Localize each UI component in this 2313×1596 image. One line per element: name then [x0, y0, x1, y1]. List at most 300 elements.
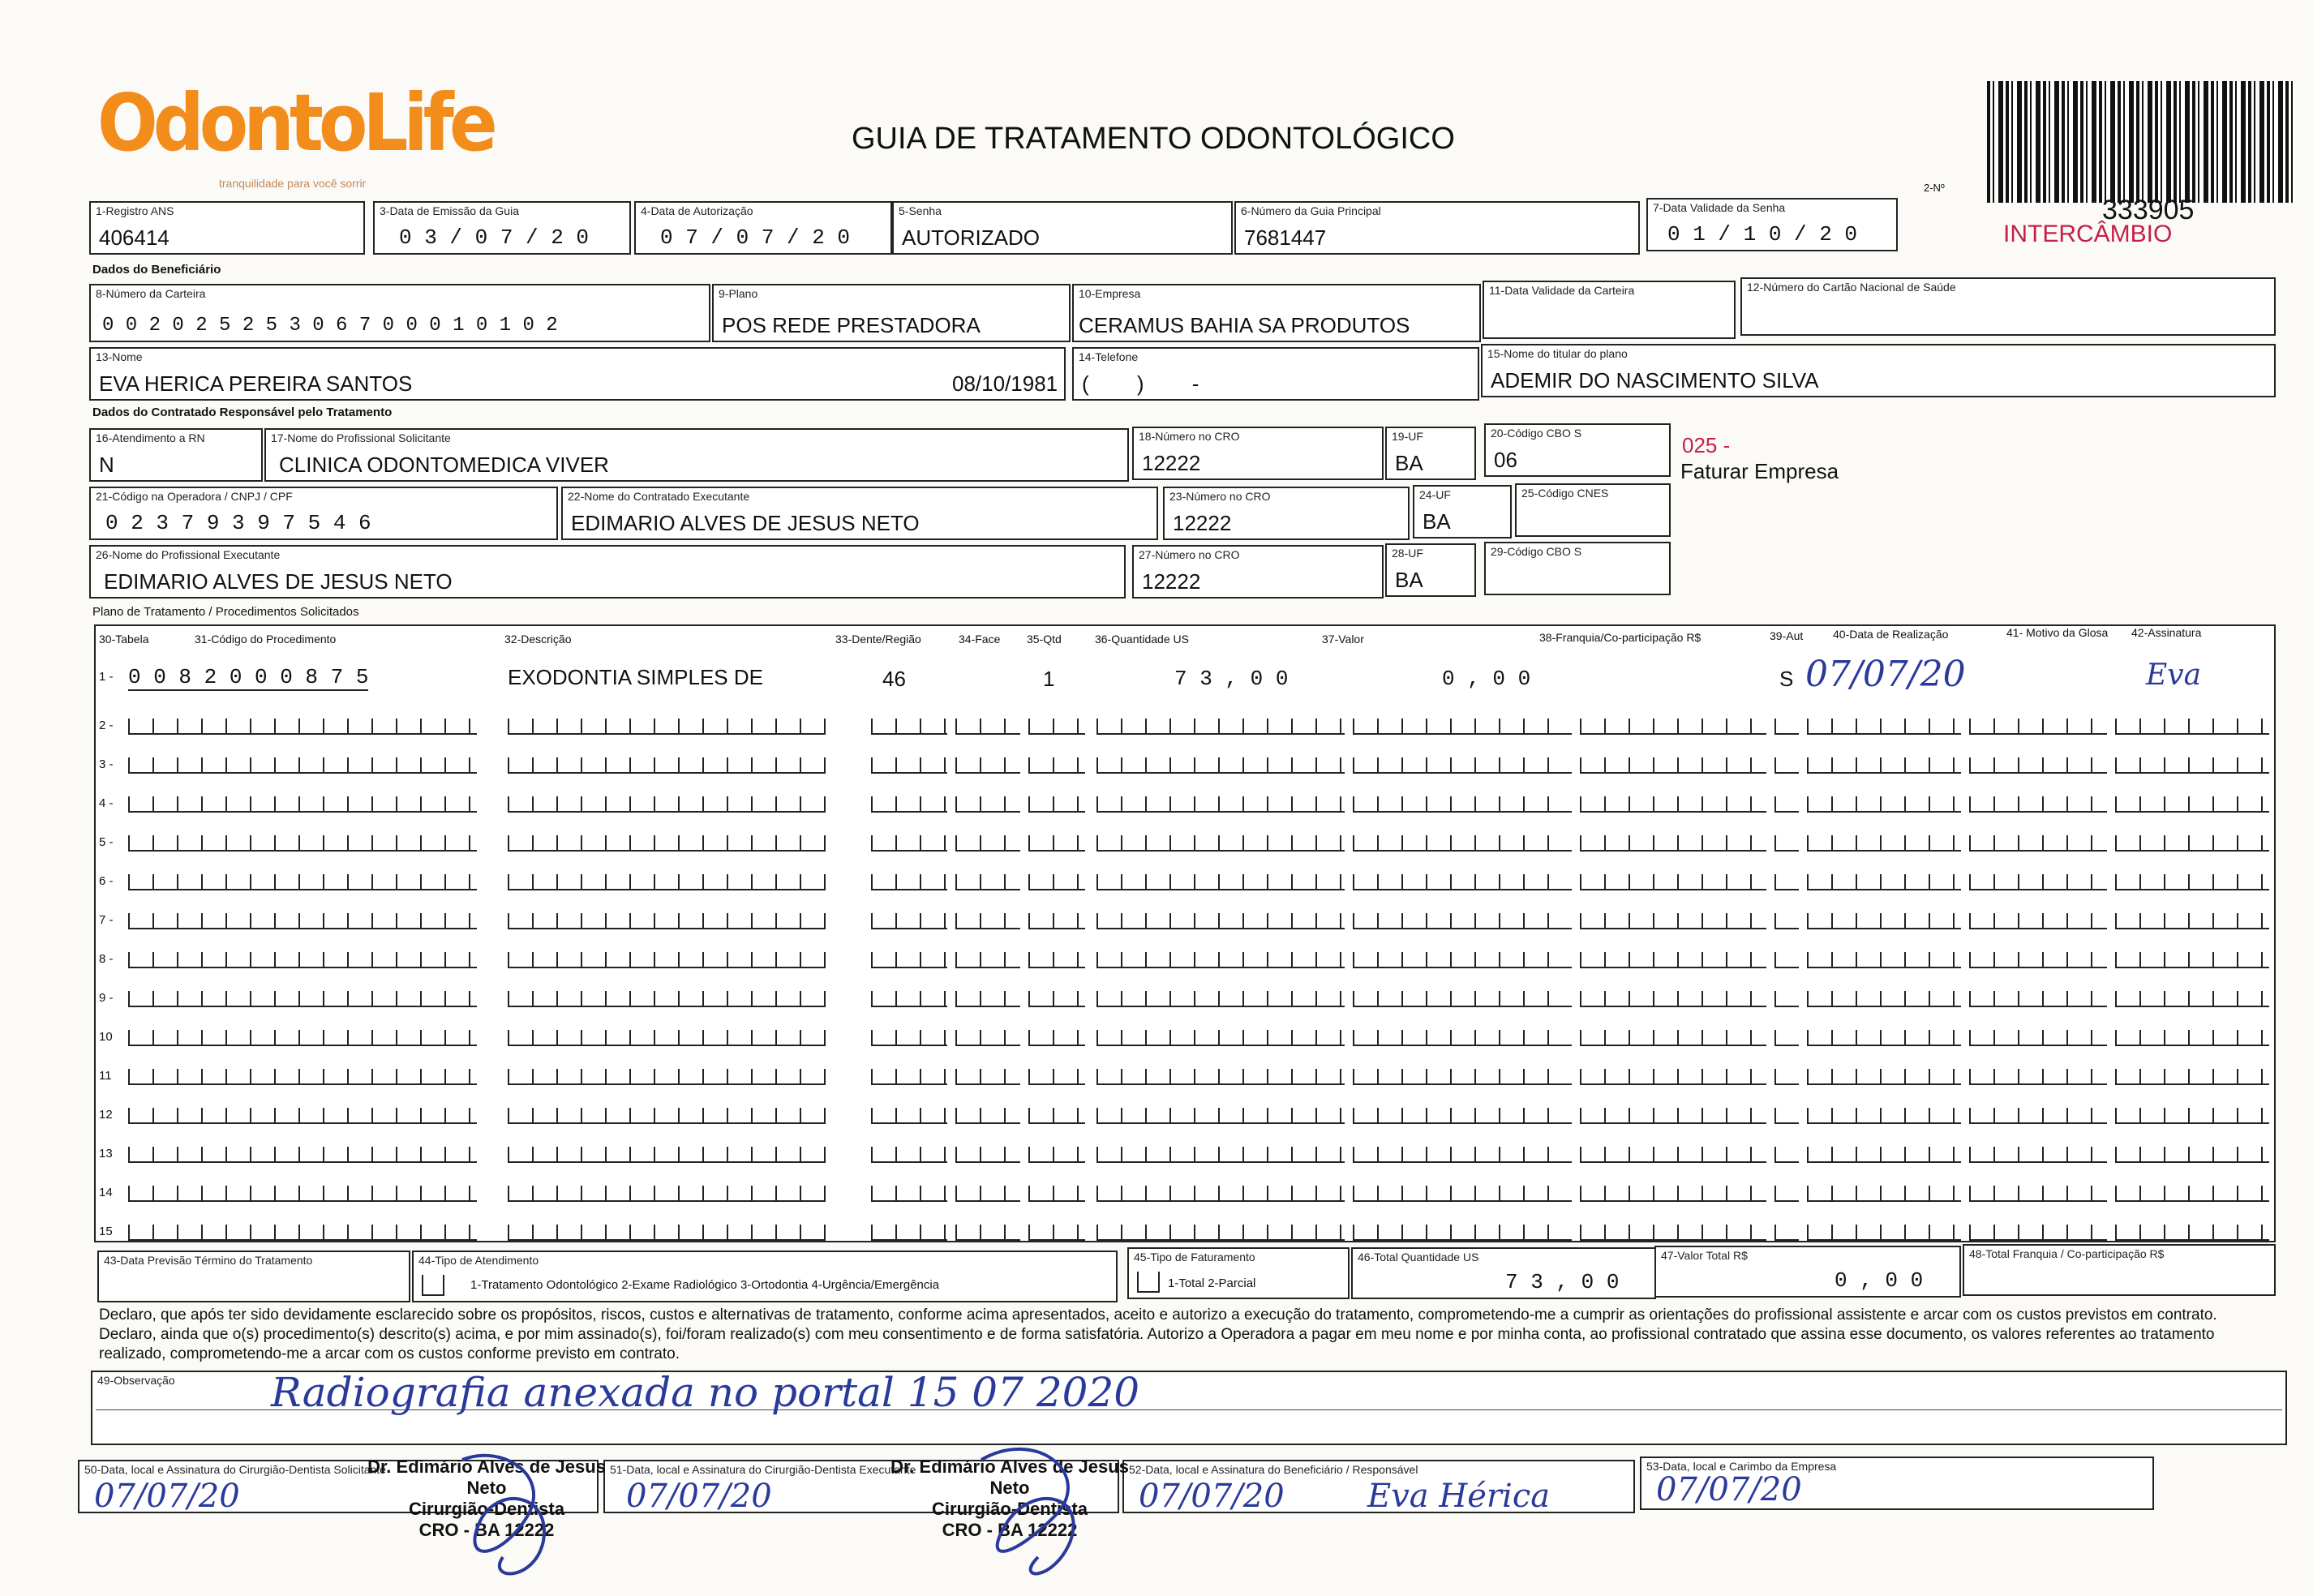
field-value: 0 , 0 0: [1835, 1268, 1924, 1293]
row-cell[interactable]: [1807, 1147, 1961, 1163]
row-cell[interactable]: [2115, 1069, 2269, 1085]
row-cell[interactable]: [1096, 913, 1345, 929]
row-cell[interactable]: [508, 1225, 826, 1241]
row-cell[interactable]: [1028, 1030, 1085, 1046]
row-cell[interactable]: [1580, 835, 1766, 852]
section-contratado: Dados do Contratado Responsável pelo Tratamento: [92, 405, 393, 419]
row-cell[interactable]: [871, 1108, 947, 1124]
row-cell[interactable]: [2115, 1147, 2269, 1163]
row-cell[interactable]: [508, 874, 826, 890]
row-cell[interactable]: [1028, 1186, 1085, 1202]
field-empresa: [1072, 284, 1481, 342]
row-cell[interactable]: [1353, 796, 1572, 813]
row-cell[interactable]: [871, 1069, 947, 1085]
tipo-atendimento-checkbox[interactable]: [422, 1275, 444, 1296]
field-validade-carteira: [1483, 281, 1736, 339]
row-cell[interactable]: [2115, 874, 2269, 890]
row-cell[interactable]: [1353, 1108, 1572, 1124]
row-number: 8 -: [99, 952, 114, 966]
row-cell[interactable]: [1807, 1186, 1961, 1202]
row-cell[interactable]: [1353, 1030, 1572, 1046]
row-cell[interactable]: [1969, 1069, 2107, 1085]
row-cell[interactable]: [128, 874, 477, 890]
procedure-row-blank: [96, 1058, 2274, 1090]
field-data-emissao: [373, 201, 631, 255]
row-cell[interactable]: [955, 1030, 1020, 1046]
row-cell[interactable]: [1580, 913, 1766, 929]
row-cell[interactable]: [871, 796, 947, 813]
row-number: 3 -: [99, 757, 114, 771]
row-cell[interactable]: [1774, 1147, 1799, 1163]
row-cell[interactable]: [128, 1147, 477, 1163]
row-cell[interactable]: [1969, 1108, 2107, 1124]
row-cell[interactable]: [871, 835, 947, 852]
field-label: 26-Nome do Profissional Executante: [96, 548, 281, 561]
form-title: GUIA DE TRATAMENTO ODONTOLÓGICO: [852, 122, 1455, 156]
procedure-row-blank: [96, 902, 2274, 934]
row-number: 4 -: [99, 796, 114, 810]
row-cell[interactable]: [1807, 835, 1961, 852]
field-label: 52-Data, local e Assinatura do Beneficiário / Responsável: [1129, 1463, 1418, 1476]
row-cell[interactable]: [2115, 757, 2269, 774]
row-cell[interactable]: [1774, 1225, 1799, 1241]
row-cell[interactable]: [1028, 1069, 1085, 1085]
declaration-text: Declaro, que após ter sido devidamente esclarecido sobre os propósitos, riscos, custos e alternativas de tratamento, conforme acima apresentados, aceito e autorizo a execução do tratamento, comprometendo-me a cumprir as orientações do profissional assistente e arcar com os custos previstos em contrato. Declaro, ainda que o(s) procedimento(s) descrito(s) acima, e por mim assinado(s), foi/foram realizado(s) com meu consentimento e de forma satisfatória. Autorizo a Operadora a pagar em meu nome e por minha conta, ao profissional contratado que assina esse documento, os valores referentes ao tratamento realizado, comprometendo-me a arcar com os custos conforme previsto em contrato.: [99, 1306, 2217, 1362]
field-label: 14-Telefone: [1079, 350, 1139, 363]
row-cell[interactable]: [1774, 913, 1799, 929]
field-label: 8-Número da Carteira: [96, 287, 206, 300]
row-cell[interactable]: [2115, 1030, 2269, 1046]
row-cell[interactable]: [955, 874, 1020, 890]
row-cell[interactable]: [128, 1069, 477, 1085]
field-label: 29-Código CBO S: [1491, 545, 1582, 558]
row-cell[interactable]: [2115, 913, 2269, 929]
row-cell[interactable]: [1807, 1108, 1961, 1124]
col-motivo-glosa: 41- Motivo da Glosa: [2006, 626, 2109, 639]
row-cell[interactable]: [1096, 874, 1345, 890]
field-value: 12222: [1142, 451, 1201, 475]
row-cell[interactable]: [1580, 874, 1766, 890]
row-cell[interactable]: [1096, 1225, 1345, 1241]
row-cell[interactable]: [1580, 719, 1766, 735]
row-cell[interactable]: [128, 991, 477, 1007]
field-profissional-executante: [89, 545, 1126, 598]
row-cell[interactable]: [1096, 719, 1345, 735]
birth-date: 08/10/1981: [952, 371, 1058, 396]
date-51: 07/07/20: [626, 1478, 772, 1515]
row-cell[interactable]: [1969, 835, 2107, 852]
row-number: 1 -: [99, 670, 114, 684]
stamp-name: Dr. Edimário Alves de Jesus Neto: [367, 1457, 606, 1498]
row-cell[interactable]: [1028, 719, 1085, 735]
field-label: 50-Data, local e Assinatura do Cirurgião-Dentista Solicitante: [84, 1463, 386, 1476]
row-cell[interactable]: [1580, 1030, 1766, 1046]
row-cell[interactable]: [1353, 874, 1572, 890]
field-label: 20-Código CBO S: [1491, 427, 1582, 440]
field-uf-28: [1385, 543, 1476, 597]
field-value: BA: [1423, 509, 1451, 534]
row-cell[interactable]: [871, 757, 947, 774]
row-cell[interactable]: [508, 719, 826, 735]
date-52: 07/07/20: [1139, 1478, 1285, 1515]
field-label: 43-Data Previsão Término do Tratamento: [104, 1254, 313, 1267]
row-cell[interactable]: [1774, 719, 1799, 735]
row-cell[interactable]: [1969, 991, 2107, 1007]
row-cell[interactable]: [871, 1225, 947, 1241]
row-cell[interactable]: [128, 835, 477, 852]
row-cell[interactable]: [1774, 835, 1799, 852]
procedure-row-blank: [96, 980, 2274, 1012]
row-cell[interactable]: [1353, 835, 1572, 852]
field-label: 18-Número no CRO: [1139, 430, 1240, 443]
field-label: 21-Código na Operadora / CNPJ / CPF: [96, 490, 293, 503]
procedure-row-1: [96, 654, 2274, 696]
field-value: AUTORIZADO: [902, 225, 1040, 250]
field-value: POS REDE PRESTADORA: [722, 313, 981, 337]
row-cell[interactable]: [1028, 835, 1085, 852]
tipo-faturamento-checkbox[interactable]: [1137, 1272, 1160, 1293]
row-cell[interactable]: [1807, 874, 1961, 890]
date-53: 07/07/20: [1656, 1471, 1802, 1508]
row-cell[interactable]: [1353, 952, 1572, 968]
field-cro-27: [1132, 545, 1384, 598]
dentist-signature-2: [965, 1435, 1103, 1590]
field-cartao-nacional: [1740, 277, 2276, 336]
row-cell[interactable]: [1580, 952, 1766, 968]
col-franquia: 38-Franquia/Co-participação R$: [1539, 631, 1701, 644]
row-number: 2 -: [99, 719, 114, 732]
row-cell[interactable]: [1807, 952, 1961, 968]
row-cell[interactable]: [1096, 835, 1345, 852]
row-cell[interactable]: [1353, 1069, 1572, 1085]
row-cell[interactable]: [1807, 1030, 1961, 1046]
row-cell[interactable]: [1028, 991, 1085, 1007]
row-cell[interactable]: [1096, 796, 1345, 813]
field-value: 7681447: [1244, 225, 1327, 250]
row-cell[interactable]: [1774, 952, 1799, 968]
row-cell[interactable]: [1969, 757, 2107, 774]
row-cell[interactable]: [508, 952, 826, 968]
field-value: EDIMARIO ALVES DE JESUS NETO: [571, 511, 920, 535]
procedure-qty: 1: [1043, 667, 1055, 691]
field-label: 6-Número da Guia Principal: [1241, 204, 1381, 217]
row-cell[interactable]: [955, 835, 1020, 852]
row-cell[interactable]: [1580, 796, 1766, 813]
procedure-valor: 0 , 0 0: [1442, 667, 1531, 691]
field-value: ( ) -: [1082, 371, 1221, 396]
row-cell[interactable]: [1774, 1069, 1799, 1085]
row-cell[interactable]: [955, 991, 1020, 1007]
row-cell[interactable]: [1969, 719, 2107, 735]
field-carimbo-empresa: [1640, 1457, 2154, 1510]
col-qtd: 35-Qtd: [1027, 633, 1062, 646]
row-cell[interactable]: [1807, 757, 1961, 774]
row-cell[interactable]: [1774, 991, 1799, 1007]
row-cell[interactable]: [2115, 952, 2269, 968]
row-cell[interactable]: [1028, 757, 1085, 774]
row-cell[interactable]: [508, 1069, 826, 1085]
row-cell[interactable]: [871, 991, 947, 1007]
row-cell[interactable]: [1580, 1225, 1766, 1241]
field-label: 44-Tipo de Atendimento: [418, 1254, 539, 1267]
row-cell[interactable]: [1353, 913, 1572, 929]
row-cell[interactable]: [1969, 1147, 2107, 1163]
row-cell[interactable]: [508, 991, 826, 1007]
row-cell[interactable]: [871, 719, 947, 735]
row-cell[interactable]: [1353, 757, 1572, 774]
row-cell[interactable]: [1969, 1186, 2107, 1202]
row-cell[interactable]: [955, 1147, 1020, 1163]
barcode: [1987, 81, 2295, 203]
row-cell[interactable]: [955, 796, 1020, 813]
row-cell[interactable]: [2115, 719, 2269, 735]
row-cell[interactable]: [1580, 1147, 1766, 1163]
row-cell[interactable]: [1096, 991, 1345, 1007]
field-previsao-termino: [97, 1251, 410, 1302]
stamp-name: Dr. Edimário Alves de Jesus Neto: [890, 1457, 1129, 1498]
row-cell[interactable]: [1028, 952, 1085, 968]
row-cell[interactable]: [1580, 991, 1766, 1007]
row-cell[interactable]: [1096, 757, 1345, 774]
row-cell[interactable]: [128, 796, 477, 813]
field-label: 47-Valor Total R$: [1661, 1249, 1748, 1262]
row-cell[interactable]: [1580, 1186, 1766, 1202]
row-cell[interactable]: [1028, 1225, 1085, 1241]
col-descricao: 32-Descrição: [504, 633, 572, 646]
row-cell[interactable]: [508, 1147, 826, 1163]
field-label: 10-Empresa: [1079, 287, 1141, 300]
row-cell[interactable]: [1353, 1186, 1572, 1202]
row-cell[interactable]: [128, 1225, 477, 1241]
row-cell[interactable]: [1807, 1225, 1961, 1241]
procedure-date: 07/07/20: [1805, 654, 1966, 695]
field-2-label: 2-Nº: [1924, 182, 1945, 194]
row-cell[interactable]: [1774, 796, 1799, 813]
row-cell[interactable]: [955, 913, 1020, 929]
row-cell[interactable]: [1969, 913, 2107, 929]
row-cell[interactable]: [1774, 757, 1799, 774]
tipo-faturamento-options: 1-Total 2-Parcial: [1168, 1276, 1256, 1290]
section-plano: Plano de Tratamento / Procedimentos Solicitados: [92, 605, 359, 619]
row-cell[interactable]: [1807, 991, 1961, 1007]
field-label: 28-UF: [1392, 547, 1423, 560]
field-value: 0 3 / 0 7 / 2 0: [399, 225, 590, 250]
field-registro-ans: [89, 201, 365, 255]
row-cell[interactable]: [1028, 1147, 1085, 1163]
field-value: 0 1 / 1 0 / 2 0: [1667, 222, 1858, 247]
row-cell[interactable]: [1807, 1069, 1961, 1085]
row-cell[interactable]: [508, 1108, 826, 1124]
field-profissional-solicitante: [264, 428, 1129, 482]
procedure-code: 0 0 8 2 0 0 0 8 7 5: [128, 665, 369, 689]
field-label: 22-Nome do Contratado Executante: [568, 490, 750, 503]
row-cell[interactable]: [128, 952, 477, 968]
row-cell[interactable]: [1353, 991, 1572, 1007]
field-value: 0 2 3 7 9 3 9 7 5 4 6: [105, 511, 371, 535]
field-value: EVA HERICA PEREIRA SANTOS: [99, 371, 413, 396]
row-cell[interactable]: [955, 719, 1020, 735]
row-cell[interactable]: [1774, 874, 1799, 890]
field-label: 17-Nome do Profissional Solicitante: [271, 431, 451, 444]
row-number: 10: [99, 1030, 113, 1044]
col-dente: 33-Dente/Região: [835, 633, 921, 646]
row-cell[interactable]: [128, 1186, 477, 1202]
procedure-us: 7 3 , 0 0: [1174, 667, 1289, 691]
row-cell[interactable]: [1774, 1030, 1799, 1046]
row-cell[interactable]: [508, 835, 826, 852]
row-cell[interactable]: [955, 1108, 1020, 1124]
row-cell[interactable]: [2115, 835, 2269, 852]
field-cnes: [1515, 483, 1671, 537]
odontolife-logo: [97, 76, 493, 195]
field-value: BA: [1395, 568, 1423, 592]
row-cell[interactable]: [871, 874, 947, 890]
row-cell[interactable]: [1096, 952, 1345, 968]
row-cell[interactable]: [508, 796, 826, 813]
field-label: 3-Data de Emissão da Guia: [380, 204, 519, 217]
row-cell[interactable]: [1353, 1147, 1572, 1163]
row-cell[interactable]: [1807, 719, 1961, 735]
section-beneficiario: Dados do Beneficiário: [92, 263, 221, 277]
field-total-us: [1351, 1247, 1656, 1299]
field-label: 45-Tipo de Faturamento: [1134, 1251, 1255, 1264]
row-cell[interactable]: [1028, 874, 1085, 890]
row-cell[interactable]: [1353, 1225, 1572, 1241]
row-cell[interactable]: [871, 952, 947, 968]
row-cell[interactable]: [508, 1186, 826, 1202]
field-senha: [892, 201, 1233, 255]
col-codigo: 31-Código do Procedimento: [195, 633, 337, 646]
row-cell[interactable]: [128, 913, 477, 929]
row-number: 13: [99, 1147, 113, 1161]
beneficiary-signature: Eva Hérica: [1367, 1478, 1551, 1515]
row-cell[interactable]: [2115, 1108, 2269, 1124]
field-value: 0 0 2 0 2 5 2 5 3 0 6 7 0 0 0 1 0 1 0 2: [102, 315, 558, 337]
field-label: 1-Registro ANS: [96, 204, 174, 217]
logo-tagline: tranquilidade para você sorrir: [219, 177, 367, 190]
row-cell[interactable]: [955, 1069, 1020, 1085]
procedure-row-blank: [96, 746, 2274, 779]
field-label: 9-Plano: [719, 287, 758, 300]
row-number: 5 -: [99, 835, 114, 849]
intercambio-badge: INTERCÂMBIO: [2003, 221, 2173, 247]
procedure-aut: S: [1779, 667, 1794, 691]
row-cell[interactable]: [1969, 952, 2107, 968]
field-label: 19-UF: [1392, 430, 1423, 443]
stamp-cro: CRO - BA 12222: [418, 1520, 555, 1540]
procedure-tooth: 46: [882, 667, 906, 691]
field-plano: [712, 284, 1071, 342]
row-cell[interactable]: [871, 1030, 947, 1046]
row-cell[interactable]: [1774, 1108, 1799, 1124]
field-label: 53-Data, local e Carimbo da Empresa: [1646, 1460, 1837, 1473]
procedure-row-blank: [96, 1019, 2274, 1051]
procedure-row-blank: [96, 824, 2274, 856]
row-number: 6 -: [99, 874, 114, 888]
field-label: 16-Atendimento a RN: [96, 431, 205, 444]
row-cell[interactable]: [508, 1030, 826, 1046]
field-contratado-executante: [561, 487, 1158, 540]
row-cell[interactable]: [955, 1186, 1020, 1202]
field-value: ADEMIR DO NASCIMENTO SILVA: [1491, 368, 1819, 393]
row-cell[interactable]: [871, 913, 947, 929]
stamp-title: Cirurgião-Dentista: [932, 1499, 1088, 1519]
row-cell[interactable]: [1353, 719, 1572, 735]
row-cell[interactable]: [2115, 796, 2269, 813]
field-valor-total: [1654, 1246, 1961, 1298]
row-cell[interactable]: [2115, 991, 2269, 1007]
field-label: 12-Número do Cartão Nacional de Saúde: [1747, 281, 1956, 294]
row-cell[interactable]: [128, 1030, 477, 1046]
row-cell[interactable]: [1580, 1069, 1766, 1085]
field-atendimento-rn: [89, 428, 263, 482]
dentist-signature-1: [438, 1444, 576, 1590]
row-cell[interactable]: [1774, 1186, 1799, 1202]
row-cell[interactable]: [871, 1147, 947, 1163]
procedure-row-blank: [96, 707, 2274, 740]
row-cell[interactable]: [508, 757, 826, 774]
row-cell[interactable]: [1969, 874, 2107, 890]
field-label: 23-Número no CRO: [1169, 490, 1271, 503]
field-label: 48-Total Franquia / Co-participação R$: [1969, 1247, 2165, 1260]
guide-number: 333905: [2102, 195, 2195, 225]
field-label: 4-Data de Autorização: [641, 204, 753, 217]
row-cell[interactable]: [955, 757, 1020, 774]
row-cell[interactable]: [1096, 1186, 1345, 1202]
row-cell[interactable]: [1028, 913, 1085, 929]
field-label: 49-Observação: [97, 1374, 175, 1387]
row-cell[interactable]: [1096, 1030, 1345, 1046]
field-value: 7 3 , 0 0: [1505, 1270, 1620, 1294]
row-cell[interactable]: [1807, 913, 1961, 929]
row-cell[interactable]: [1028, 796, 1085, 813]
row-cell[interactable]: [2115, 1186, 2269, 1202]
field-label: 46-Total Quantidade US: [1358, 1251, 1479, 1264]
field-cbo-29: [1484, 542, 1671, 595]
row-number: 15: [99, 1225, 113, 1238]
procedure-row-blank: [96, 1135, 2274, 1168]
field-total-franquia: [1963, 1244, 2276, 1296]
procedure-row-blank: [96, 1174, 2274, 1207]
procedure-description: EXODONTIA SIMPLES DE: [508, 665, 763, 689]
row-cell[interactable]: [128, 1108, 477, 1124]
row-cell[interactable]: [955, 952, 1020, 968]
row-cell[interactable]: [128, 719, 477, 735]
row-cell[interactable]: [1096, 1147, 1345, 1163]
field-value: BA: [1395, 451, 1423, 475]
row-cell[interactable]: [1969, 796, 2107, 813]
row-cell[interactable]: [955, 1225, 1020, 1241]
row-cell[interactable]: [1096, 1108, 1345, 1124]
row-cell[interactable]: [1969, 1030, 2107, 1046]
row-cell[interactable]: [2115, 1225, 2269, 1241]
row-cell[interactable]: [128, 757, 477, 774]
row-cell[interactable]: [1580, 1108, 1766, 1124]
row-cell[interactable]: [1580, 757, 1766, 774]
stamp-cro: CRO - BA 12222: [942, 1520, 1078, 1540]
billing-note-text: Faturar Empresa: [1680, 459, 1839, 483]
procedure-row-blank: [96, 863, 2274, 895]
row-cell[interactable]: [1028, 1108, 1085, 1124]
row-cell[interactable]: [1807, 796, 1961, 813]
row-cell[interactable]: [871, 1186, 947, 1202]
field-value: EDIMARIO ALVES DE JESUS NETO: [104, 569, 453, 594]
field-value: 06: [1494, 448, 1517, 472]
row-cell[interactable]: [1096, 1069, 1345, 1085]
row-cell[interactable]: [508, 913, 826, 929]
field-cro-solicitante: [1132, 427, 1384, 480]
row-cell[interactable]: [1969, 1225, 2107, 1241]
